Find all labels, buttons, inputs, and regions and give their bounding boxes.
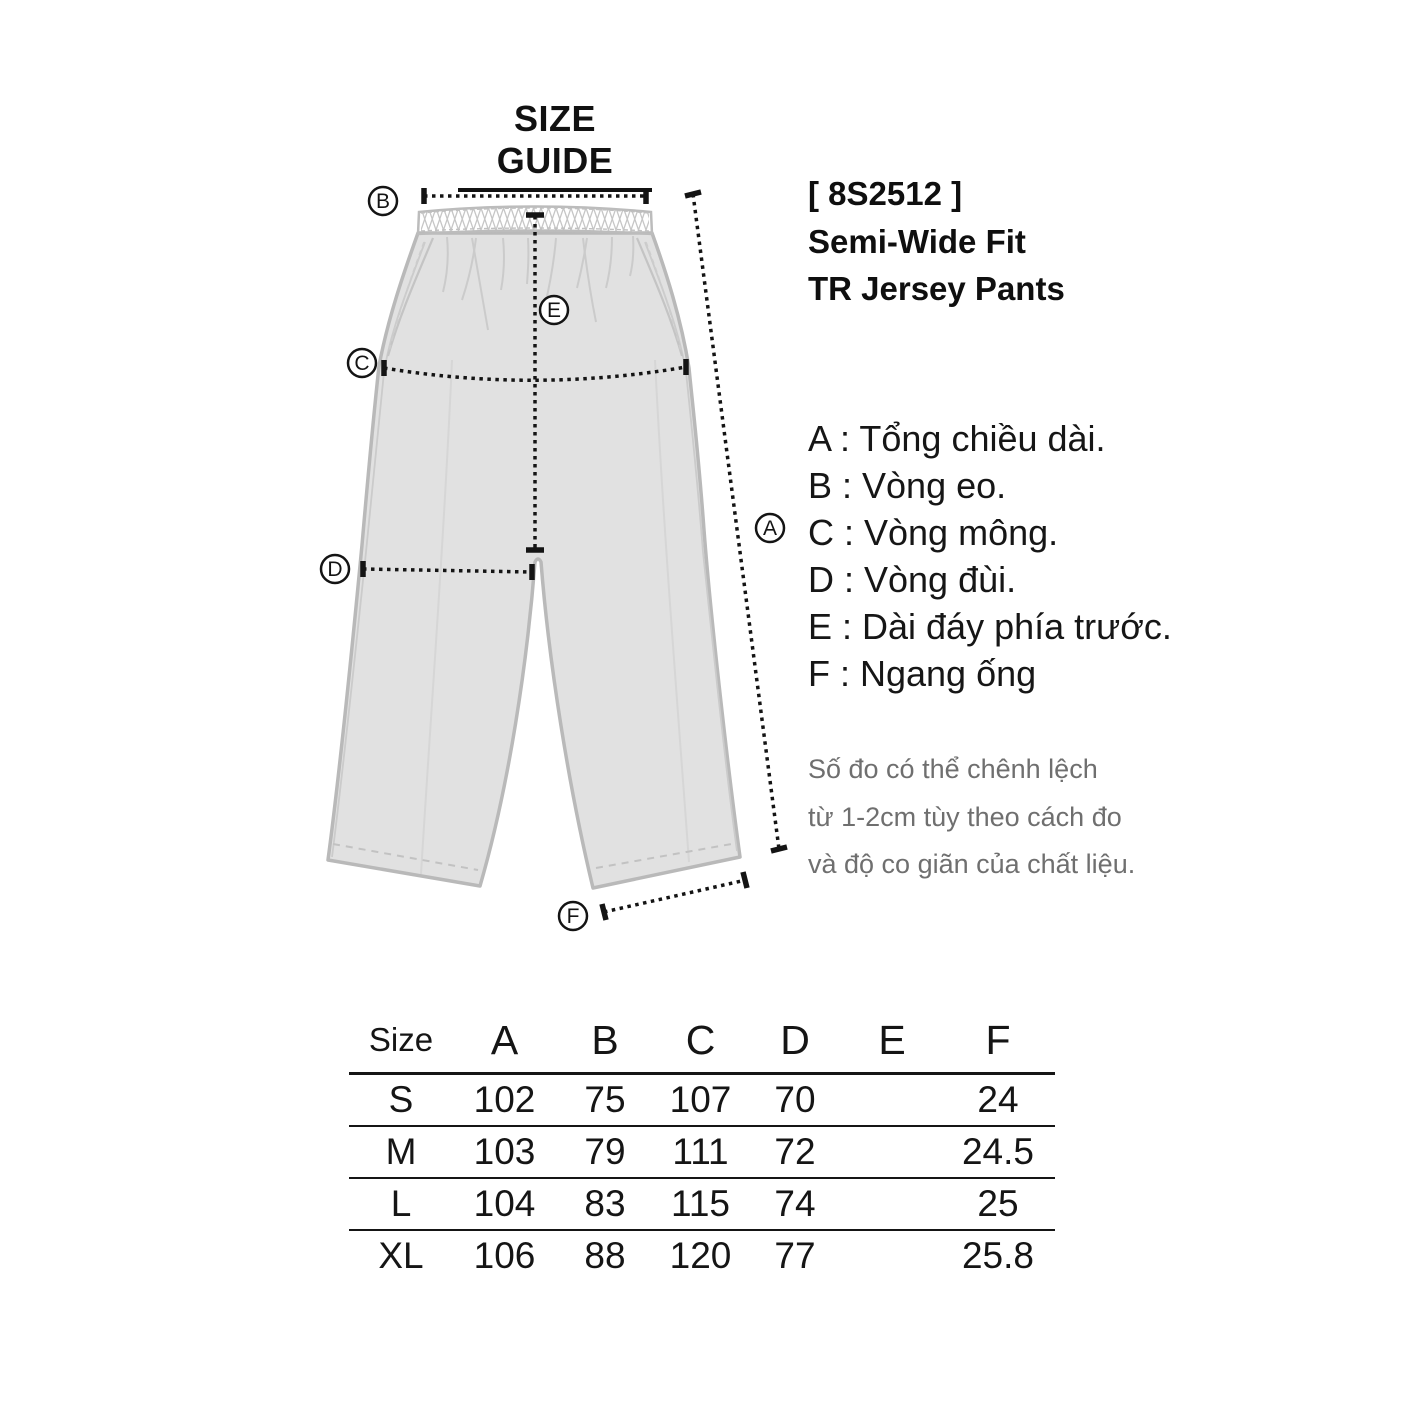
cell-d: 72: [774, 1131, 816, 1172]
cell-a: 103: [473, 1131, 536, 1172]
cell-size: S: [388, 1079, 414, 1120]
header-f: F: [985, 1016, 1011, 1063]
product-info: [808, 170, 1065, 313]
svg-text:B: B: [375, 190, 391, 213]
legend-line-c: C : Vòng mông.: [808, 512, 1059, 553]
cell-f: 24.5: [961, 1131, 1034, 1172]
marker-b: [369, 187, 397, 215]
table-row-l: [349, 1179, 1055, 1231]
cell-d: 77: [774, 1235, 816, 1276]
cell-b: 75: [584, 1079, 626, 1120]
legend-line-d: D : Vòng đùi.: [808, 559, 1017, 600]
cell-c: 115: [671, 1183, 730, 1224]
legend-line-b: B : Vòng eo.: [808, 465, 1007, 506]
header-size: Size: [368, 1021, 434, 1058]
legend-line-a: A : Tổng chiều dài.: [808, 418, 1106, 459]
marker-e: [540, 296, 568, 324]
cell-size: XL: [378, 1235, 424, 1276]
marker-a: [756, 514, 784, 542]
cell-f: 24: [977, 1079, 1019, 1120]
measurement-legend: [808, 415, 1172, 697]
marker-c: [348, 349, 376, 377]
cell-c: 111: [672, 1131, 729, 1172]
product-name: TR Jersey Pants: [808, 270, 1065, 307]
size-table: [349, 1008, 1055, 1281]
measurement-note: [808, 746, 1135, 889]
cell-c: 107: [669, 1079, 732, 1120]
note-line-1: Số đo có thể chênh lệch: [808, 754, 1098, 784]
svg-text:F: F: [566, 905, 580, 928]
table-row-s: [349, 1075, 1055, 1127]
svg-text:A: A: [762, 517, 778, 540]
cell-size: L: [390, 1183, 412, 1224]
marker-d: [321, 555, 349, 583]
cell-a: 106: [473, 1235, 536, 1276]
note-line-2: từ 1-2cm tùy theo cách đo: [808, 801, 1122, 832]
page-title: SIZE GUIDE: [458, 98, 652, 192]
legend-line-f: F : Ngang ống: [808, 653, 1037, 694]
cell-f: 25.8: [961, 1235, 1034, 1276]
marker-f: [559, 902, 587, 930]
svg-text:C: C: [354, 352, 370, 375]
svg-text:E: E: [546, 299, 562, 322]
cell-c: 120: [669, 1235, 732, 1276]
header-e: E: [878, 1016, 906, 1063]
size-table-header-row: [349, 1008, 1055, 1075]
header-d: D: [780, 1016, 810, 1063]
cell-b: 79: [584, 1131, 626, 1172]
svg-text:D: D: [327, 558, 343, 581]
cell-b: 83: [584, 1183, 626, 1224]
table-row-xl: [349, 1231, 1055, 1281]
table-row-m: [349, 1127, 1055, 1179]
header-b: B: [591, 1016, 619, 1063]
note-line-3: và độ co giãn của chất liệu.: [808, 849, 1136, 879]
header-a: A: [490, 1016, 519, 1063]
cell-a: 104: [473, 1183, 536, 1224]
cell-f: 25: [977, 1183, 1019, 1224]
cell-d: 74: [774, 1183, 816, 1224]
header-c: C: [685, 1016, 716, 1063]
cell-d: 70: [774, 1079, 816, 1120]
legend-line-e: E : Dài đáy phía trước.: [808, 606, 1172, 647]
cell-b: 88: [584, 1235, 626, 1276]
cell-size: M: [385, 1131, 417, 1172]
product-code: [ 8S2512 ]: [808, 175, 963, 212]
product-fit: Semi-Wide Fit: [808, 222, 1026, 260]
cell-a: 102: [473, 1079, 536, 1120]
